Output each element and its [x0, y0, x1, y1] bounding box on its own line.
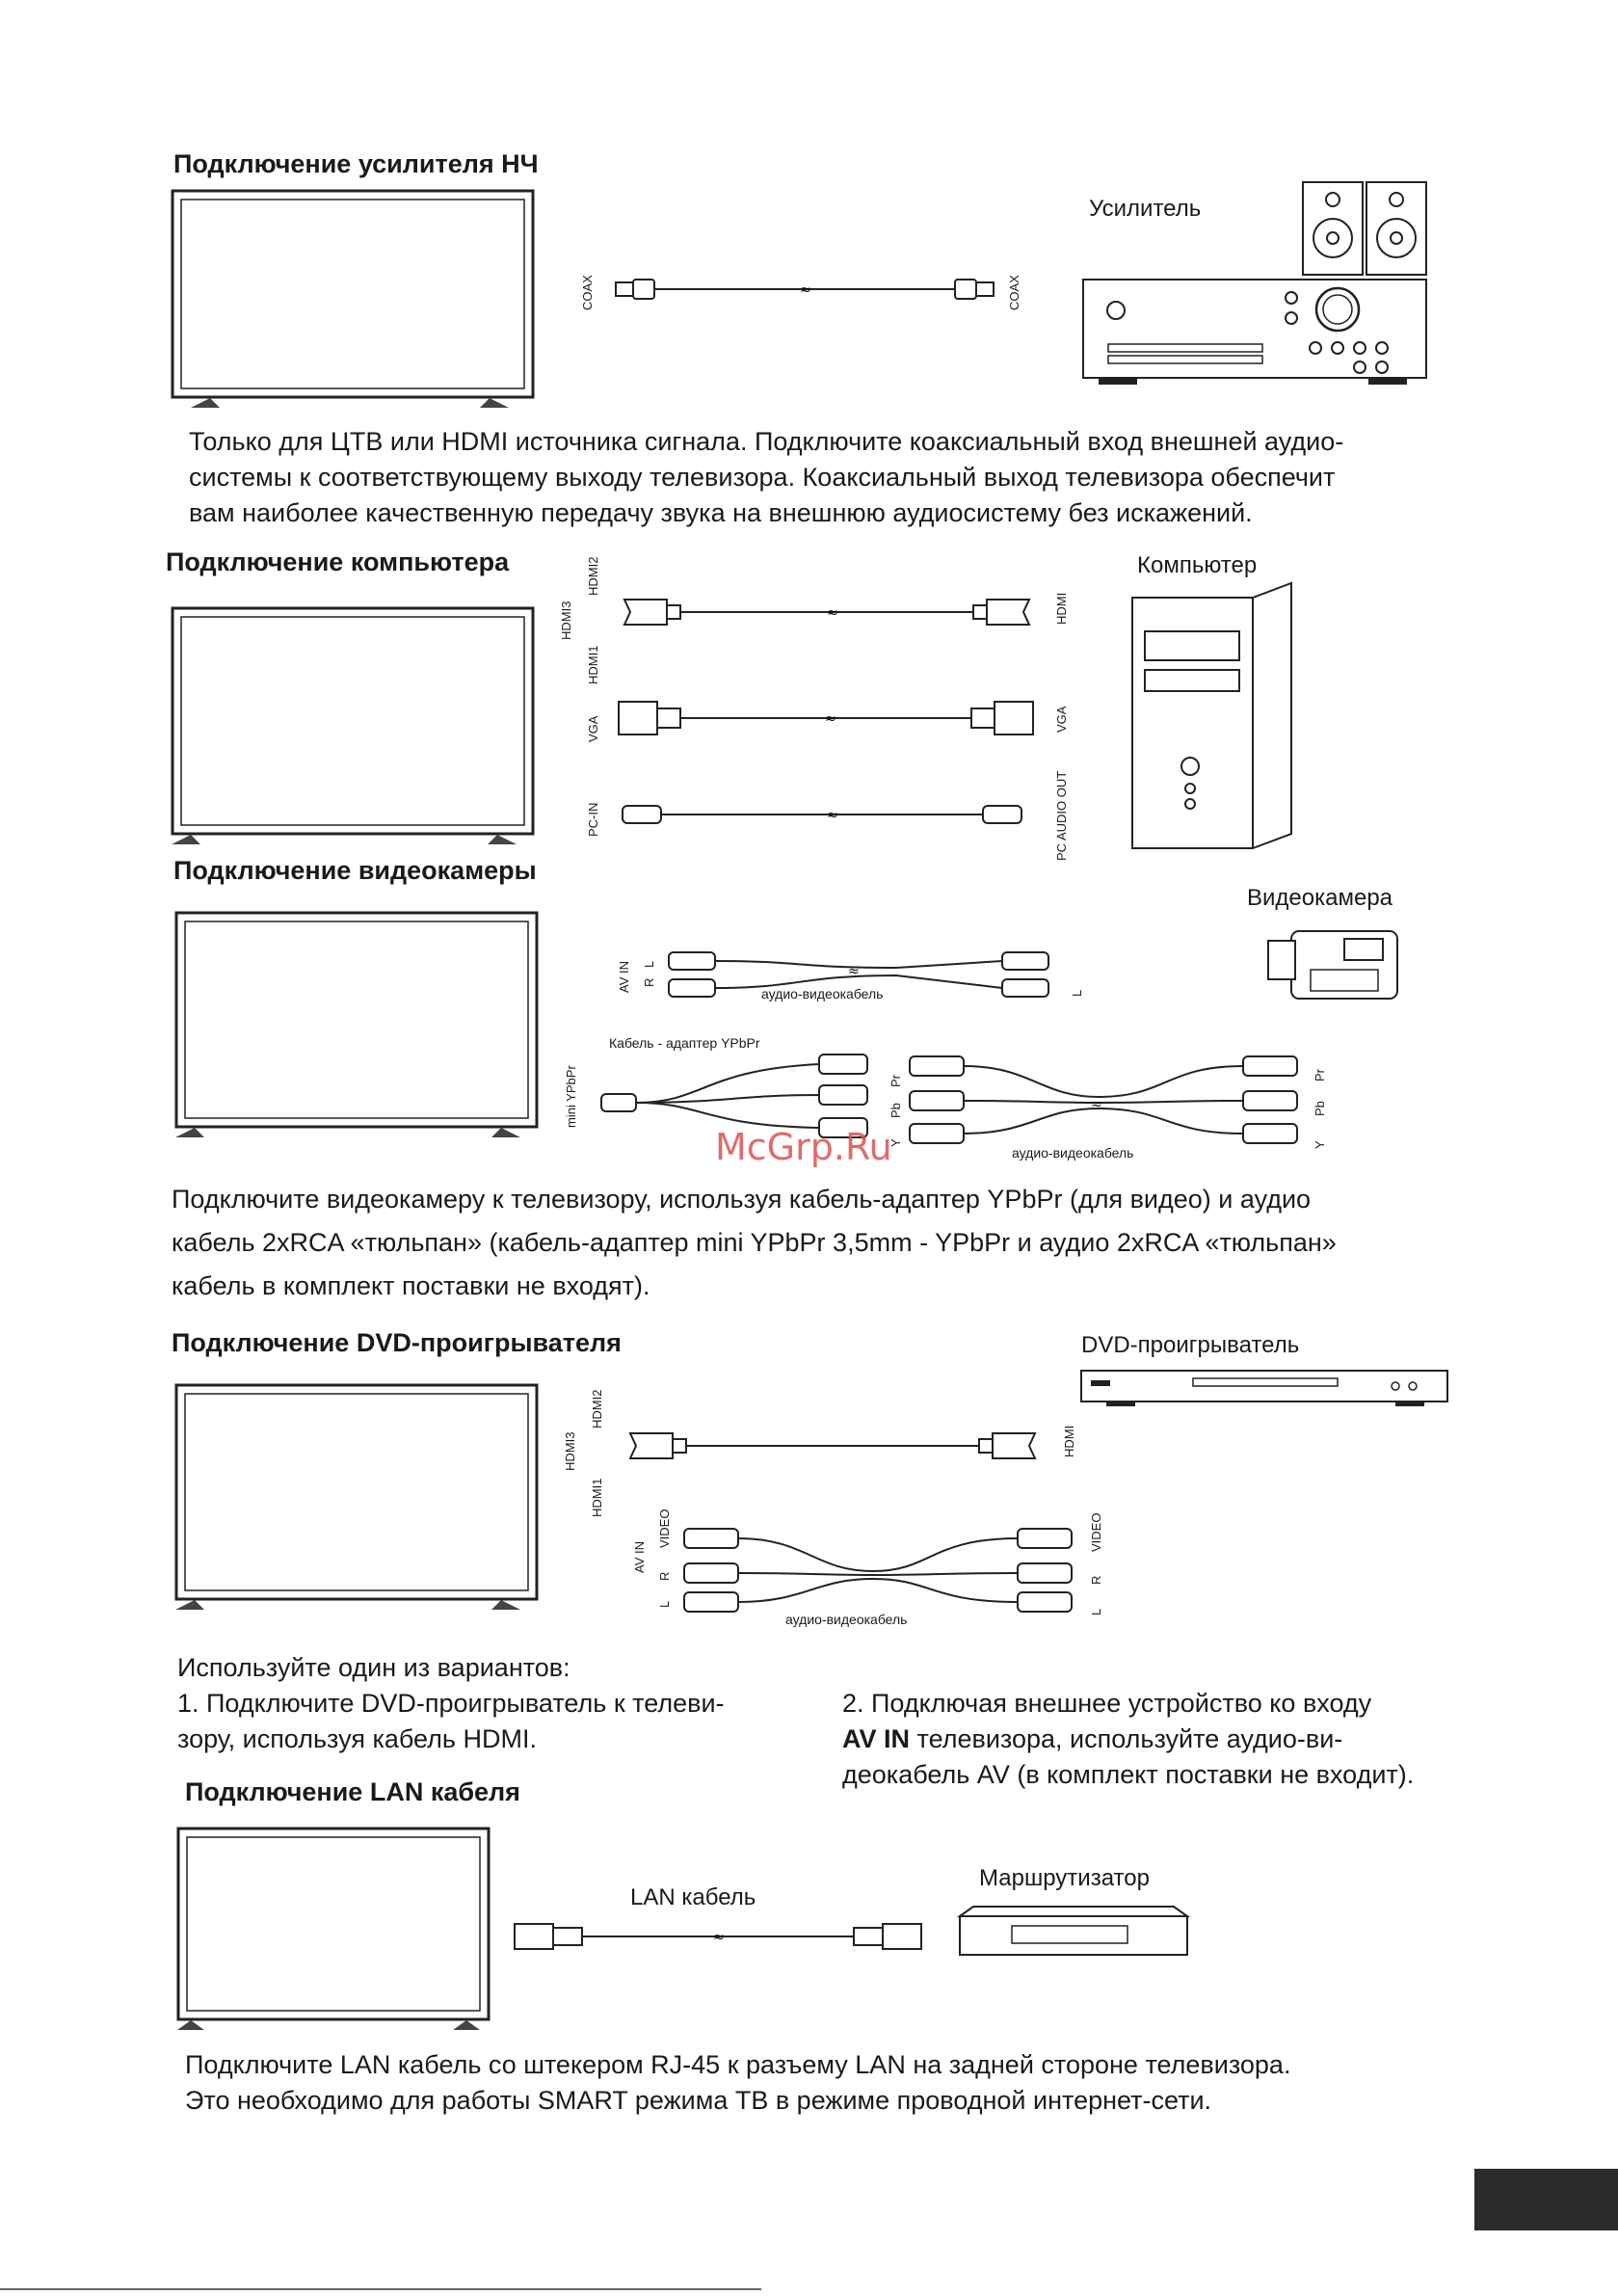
computer-device-port-audio: PC AUDIO OUT [1054, 770, 1069, 861]
dvd-option-1-line: зору, используя кабель HDMI. [177, 1724, 537, 1753]
camcorder-description-line: кабель в комплект поставки не входят). [172, 1271, 650, 1300]
dvd-device-port-hdmi: HDMI [1062, 1425, 1076, 1457]
ypbpr-left-y: Y [889, 1138, 903, 1147]
dvd-device-port-l: L [1089, 1608, 1103, 1615]
lan-tv-illustration [177, 1828, 495, 2049]
dvd-port-hdmi3: HDMI3 [563, 1431, 577, 1471]
lan-cable-label: LAN кабель [630, 1884, 756, 1910]
watermark: McGrp.Ru [715, 1126, 892, 1168]
ypbpr-left-pr: Pr [889, 1075, 903, 1087]
ypbpr-adapter-label: Кабель - адаптер YPbPr [609, 1035, 760, 1051]
svg-text:≈: ≈ [827, 605, 838, 621]
amplifier-illustration [1079, 178, 1436, 390]
amplifier-description-line: Только для ЦТВ или HDMI источника сигнала. Подключите коаксиальный вход внешней аудио- [189, 427, 1344, 456]
page-tab [1474, 2169, 1618, 2230]
amplifier-description-line: вам наиболее качественную передачу звука на внешнюю аудиосистему без искажений. [189, 498, 1253, 527]
svg-text:≈: ≈ [1091, 1097, 1102, 1112]
dvd-port-av-in: AV IN [632, 1541, 647, 1573]
computer-device-port-vga: VGA [1054, 706, 1069, 733]
svg-text:≈: ≈ [825, 711, 836, 727]
computer-heading: Подключение компьютера [166, 547, 510, 576]
dvd-port-l: L [657, 1600, 672, 1608]
camcorder-description [172, 1178, 1521, 1308]
audio-cable [617, 800, 1041, 829]
dvd-option-1-line: 1. Подключите DVD-проигрыватель к телеви- [177, 1689, 725, 1718]
dvd-intro: Используйте один из вариантов: [177, 1653, 570, 1682]
router-illustration [954, 1903, 1195, 1961]
camcorder-heading: Подключение видеокамеры [173, 856, 537, 885]
amplifier-port-tv: COAX [580, 275, 595, 310]
dvd-port-video: VIDEO [657, 1508, 672, 1548]
camcorder-description-line: Подключите видеокамеру к телевизору, используя кабель-адаптер YPbPr (для видео) и аудио [172, 1185, 1312, 1214]
dvd-device-label: DVD-проигрыватель [1081, 1332, 1300, 1358]
dvd-option-2-text: телевизора, используйте аудио-ви- [910, 1724, 1343, 1753]
lan-heading: Подключение LAN кабеля [185, 1777, 520, 1806]
dvd-option-2 [842, 1686, 1536, 1793]
dvd-hdmi-cable [623, 1422, 1047, 1470]
dvd-av-cable [680, 1525, 1085, 1621]
dvd-port-hdmi1: HDMI1 [590, 1478, 604, 1517]
ypbpr-left-pb: Pb [889, 1103, 903, 1118]
lan-description-line: Подключите LAN кабель со штекером RJ-45 к разъему LAN на задней стороне телевизора. [185, 2050, 1291, 2079]
amplifier-tv-illustration [172, 190, 538, 412]
computer-device-port-hdmi: HDMI [1054, 592, 1069, 625]
computer-tv-illustration [172, 607, 538, 848]
dvd-port-hdmi2: HDMI2 [590, 1389, 604, 1428]
footer-rule [0, 2288, 761, 2290]
dvd-option-1 [177, 1686, 823, 1757]
coax-cable [612, 275, 997, 304]
dvd-heading: Подключение DVD-проигрывателя [172, 1328, 622, 1357]
computer-device-label: Компьютер [1137, 552, 1258, 578]
ypbpr-cable-label: аудио-видеокабель [1012, 1145, 1134, 1161]
lan-description-line: Это необходимо для работы SMART режима ТВ в режиме проводной интернет-сети. [185, 2086, 1212, 2115]
camcorder-description-line: кабель 2xRCA «тюльпан» (кабель-адаптер mini YPbPr 3,5mm - YPbPr и аудио 2xRCA «тюльпан» [172, 1228, 1337, 1257]
camcorder-illustration [1262, 921, 1407, 1008]
dvd-illustration [1077, 1367, 1453, 1415]
dvd-device-port-r: R [1089, 1575, 1103, 1585]
dvd-option-2-line: 2. Подключая внешнее устройство ко входу [842, 1689, 1372, 1718]
computer-port-hdmi2: HDMI2 [586, 556, 600, 596]
amplifier-description [189, 424, 1538, 531]
camcorder-device-label: Видеокамера [1247, 885, 1393, 911]
dvd-option-2-line: деокабель AV (в комплект поставки не входит). [842, 1760, 1415, 1789]
hdmi-cable [617, 588, 1041, 636]
amplifier-device-label: Усилитель [1089, 196, 1202, 222]
svg-text:≈: ≈ [827, 808, 838, 823]
ypbpr-component-cable [906, 1055, 1311, 1151]
computer-port-hdmi1: HDMI1 [586, 645, 600, 684]
dvd-tv-illustration [175, 1384, 542, 1625]
amplifier-description-line: системы к соответствующему выходу телевизора. Коаксиальный выход телевизора обеспечит [189, 463, 1336, 492]
ypbpr-right-y: Y [1313, 1140, 1327, 1149]
ypbpr-port-tv: mini YPbPr [564, 1065, 578, 1128]
camcorder-device-port-l: L [1070, 989, 1084, 997]
svg-text:≈: ≈ [713, 1930, 725, 1945]
lan-cable [511, 1918, 935, 1957]
amplifier-heading: Подключение усилителя НЧ [173, 149, 539, 178]
vga-cable [615, 694, 1039, 742]
dvd-port-r: R [657, 1571, 672, 1581]
camcorder-port-av-in: AV IN [617, 961, 631, 993]
computer-port-hdmi3: HDMI3 [559, 601, 573, 640]
svg-text:≈: ≈ [800, 282, 811, 298]
svg-text:≈: ≈ [848, 964, 860, 979]
ypbpr-right-pr: Pr [1313, 1069, 1327, 1081]
dvd-av-cable-label: аудио-видеокабель [785, 1612, 908, 1627]
dvd-option-2-line [842, 1722, 1536, 1757]
camcorder-tv-illustration [175, 912, 542, 1143]
computer-illustration [1118, 578, 1301, 848]
camcorder-port-r: R [642, 977, 656, 987]
camcorder-port-l: L [642, 960, 656, 968]
lan-device-label: Маршрутизатор [979, 1865, 1150, 1891]
computer-port-vga: VGA [586, 715, 600, 742]
ypbpr-right-pb: Pb [1313, 1101, 1327, 1116]
dvd-device-port-video: VIDEO [1089, 1512, 1103, 1552]
computer-port-pc-in: PC-IN [586, 802, 600, 837]
lan-description [185, 2047, 1534, 2119]
amplifier-port-device: COAX [1007, 275, 1021, 310]
av-in-emphasis: AV IN [842, 1724, 911, 1753]
camcorder-av-cable-label: аудио-видеокабель [761, 986, 884, 1001]
